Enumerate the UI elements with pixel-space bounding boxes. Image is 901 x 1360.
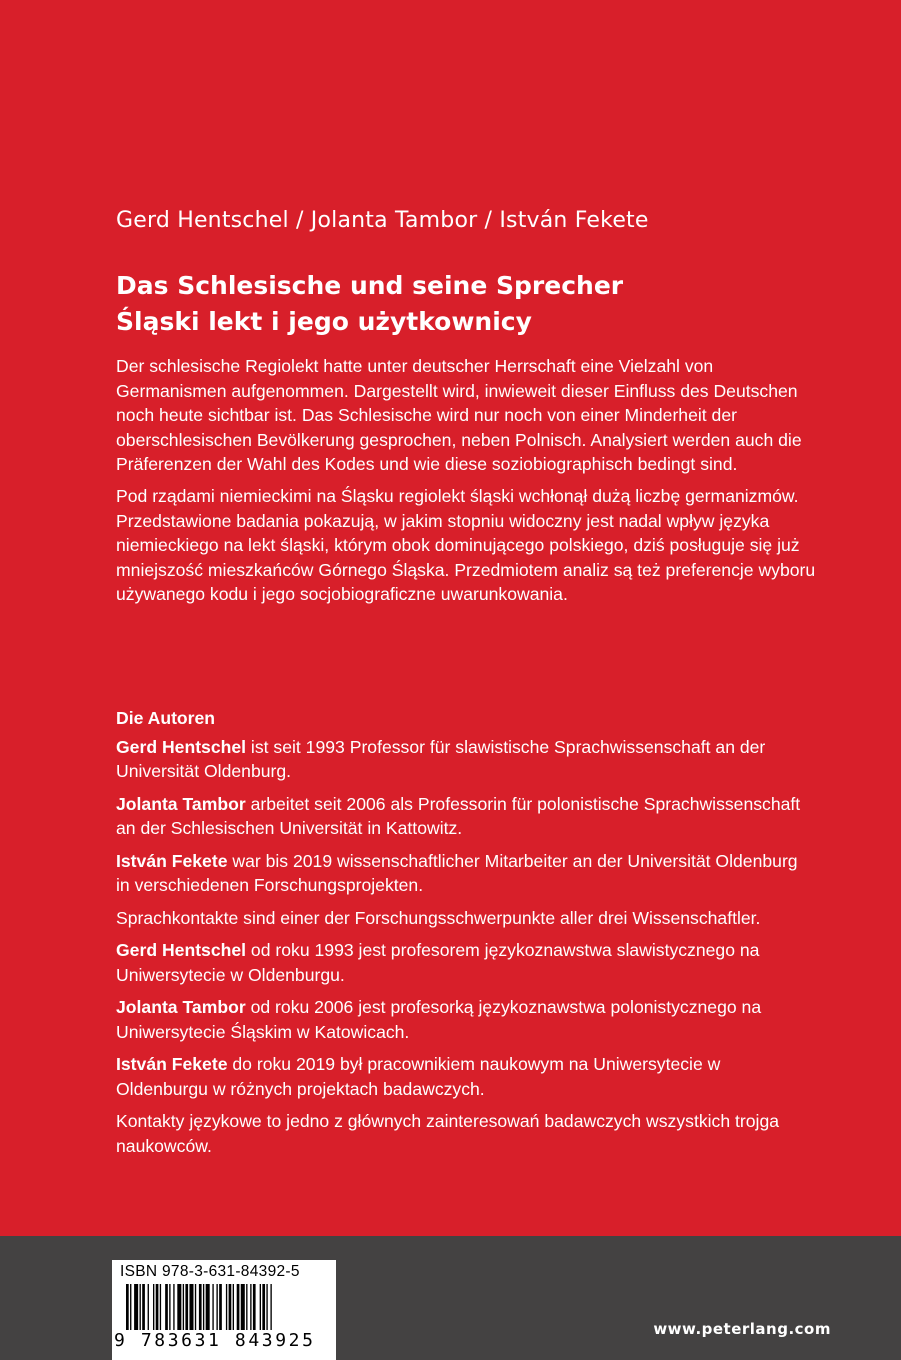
barcode-bar — [237, 1284, 240, 1330]
barcode-bar — [126, 1284, 129, 1330]
author-name: Gerd Hentschel — [116, 736, 247, 757]
isbn-barcode-box — [112, 1260, 336, 1360]
barcode-bar — [189, 1284, 193, 1330]
barcode-bar — [173, 1284, 174, 1330]
footer-band — [0, 1236, 901, 1360]
authors-line: Gerd Hentschel / Jolanta Tambor / István Fekete — [116, 208, 649, 233]
barcode-bar — [199, 1284, 202, 1330]
barcode-bar — [250, 1284, 251, 1330]
barcode-bar — [262, 1284, 265, 1330]
barcode-bar — [195, 1284, 196, 1330]
bio-de-tambor — [116, 792, 816, 841]
bio-text: arbeitet seit 2006 als Professorin für polonistische Sprachwissenschaft an der Schlesischen Universität in Kattowitz. — [116, 793, 801, 838]
bio-pl-fekete — [116, 1052, 816, 1101]
barcode-bar — [229, 1284, 232, 1330]
barcode-bar — [134, 1284, 138, 1330]
author-bios-polish — [116, 938, 816, 1166]
bio-de-fekete — [116, 849, 816, 898]
barcode-bar — [160, 1284, 161, 1330]
barcode-bar — [219, 1284, 222, 1330]
author-name: Jolanta Tambor — [116, 997, 246, 1017]
barcode-bar — [177, 1284, 181, 1330]
author-name: Jolanta Tambor — [116, 793, 246, 814]
book-title — [116, 268, 623, 340]
barcode-bar — [233, 1284, 234, 1330]
bio-pl-hentschel — [116, 938, 816, 987]
bio-de-hentschel — [116, 735, 816, 784]
publisher-website: www.peterlang.com — [653, 1320, 831, 1338]
barcode-bar — [253, 1284, 256, 1330]
barcode-bar — [183, 1284, 184, 1330]
barcode-bar — [266, 1284, 267, 1330]
bio-text: od roku 2006 jest profesorką językoznawstwa polonistycznego na Uniwersytecie Śląskim w Katowicach. — [116, 997, 762, 1042]
bio-text: do roku 2019 był pracownikiem naukowym na Uniwersytecie w Oldenburgu w różnych projektach badawczych. — [116, 1054, 721, 1099]
barcode-bar — [140, 1284, 141, 1330]
bio-text: od roku 1993 jest profesorem językoznawstwa slawistycznego na Uniwersytecie w Oldenburgu. — [116, 940, 760, 985]
barcode-bar — [169, 1284, 170, 1330]
bio-text: war bis 2019 wissenschaftlicher Mitarbeiter an der Universität Oldenburg in verschiedenen Forschungsprojekten. — [116, 850, 798, 895]
barcode-bar — [206, 1284, 210, 1330]
bio-pl-tambor — [116, 995, 816, 1044]
barcode-bar — [270, 1284, 271, 1330]
barcode-bar — [165, 1284, 168, 1330]
title-german: Das Schlesische und seine Sprecher — [116, 271, 624, 300]
blurb-polish-text: Pod rządami niemieckimi na Śląsku regiolekt śląski wchłonął dużą liczbę germanizmów. Przedstawione badania pokazują, w jakim stopniu widoczny jest nadal wpływ języka niemieckiego na lekt śląski, którym obok dominującego polskiego, dziś posługuje się już mniejszość mieszkańców Górnego Śląska. Przedmiotem analiz są też preferencje wyboru używanego kodu i jego socjobiograficzne uwarunkowania. — [116, 486, 816, 604]
bios-heading: Die Autoren — [116, 708, 216, 728]
blurb-german — [116, 354, 816, 477]
barcode-bar — [212, 1284, 213, 1330]
author-bios-german — [116, 706, 816, 938]
barcode-bar — [226, 1284, 227, 1330]
barcode-bar — [153, 1284, 154, 1330]
title-polish: Śląski lekt i jego użytkownicy — [116, 307, 532, 336]
author-name: Gerd Hentschel — [116, 940, 247, 960]
barcode-bar — [260, 1284, 261, 1330]
barcode-icon — [126, 1284, 326, 1334]
blurb-german-text: Der schlesische Regiolekt hatte unter deutscher Herrschaft eine Vielzahl von Germanismen aufgenommen. Dargestellt wird, inwieweit dieser Einfluss des Deutschen noch heute sichtbar ist. Das Schlesische wird nur noch von einer Minderheit der oberschlesischen Bevölkerung gesprochen, neben Polnisch. Analysiert werden auch die Präferenzen der Wahl des Kodes und wie diese soziobiographisch bedingt sind. — [116, 356, 802, 474]
author-name: István Fekete — [116, 850, 228, 871]
barcode-bar — [185, 1284, 188, 1330]
barcode-bar — [148, 1284, 149, 1330]
barcode-bar — [130, 1284, 131, 1330]
barcode-bar — [156, 1284, 159, 1330]
bio-de-closing: Sprachkontakte sind einer der Forschungsschwerpunkte aller drei Wissenschaftler. — [116, 907, 761, 928]
barcode-bar — [142, 1284, 145, 1330]
bio-text: ist seit 1993 Professor für slawistische Sprachwissenschaft an der Universität Oldenburg. — [116, 736, 766, 781]
barcode-bar — [203, 1284, 204, 1330]
barcode-bar — [241, 1284, 245, 1330]
author-name: István Fekete — [116, 1054, 228, 1074]
isbn-label: ISBN 978-3-631-84392-5 — [120, 1263, 300, 1280]
barcode-bar — [246, 1284, 247, 1330]
bio-pl-closing: Kontakty językowe to jedno z głównych zainteresowań badawczych wszystkich trojga naukowców. — [116, 1111, 780, 1156]
barcode-digits: 9 783631 843925 — [114, 1330, 316, 1351]
barcode-bar — [216, 1284, 217, 1330]
blurb-polish — [116, 484, 816, 607]
